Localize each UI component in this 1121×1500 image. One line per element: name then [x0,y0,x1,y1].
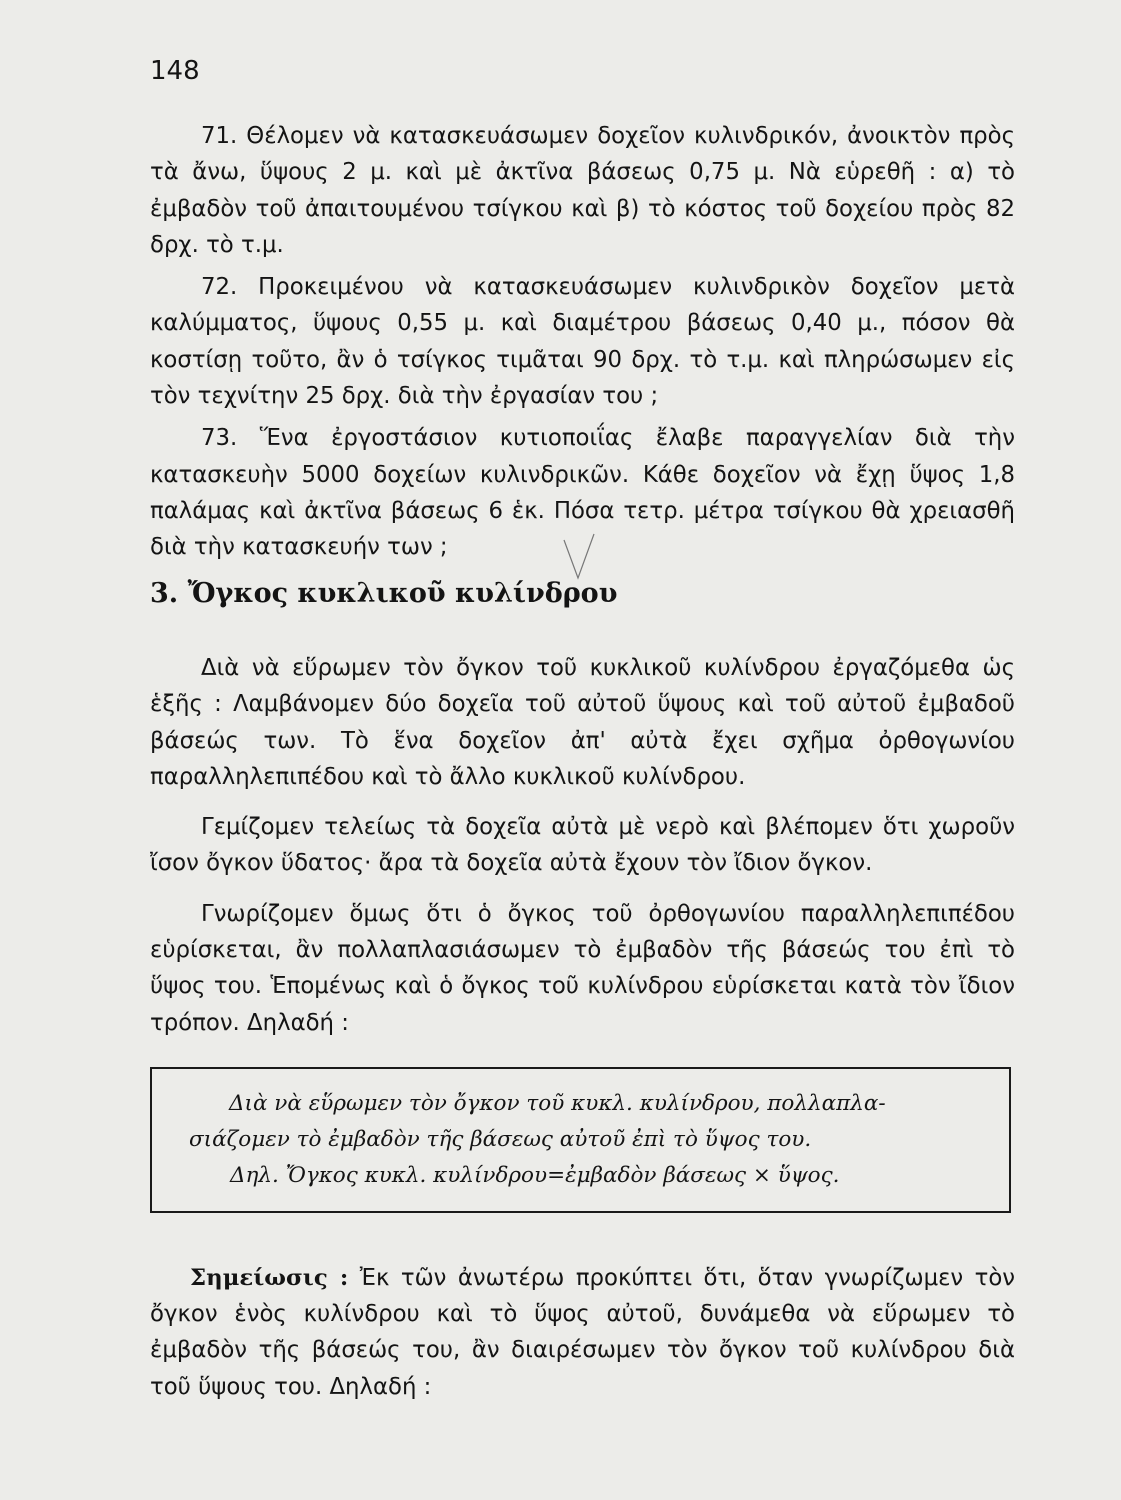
section-body [150,650,1015,1055]
exercise-list [150,118,1015,572]
exercise-73: 73. Ἕνα ἐργοστάσιον κυτιοποιΐας ἔλαβε παραγγελίαν διὰ τὴν κατασκευὴν 5000 δοχείων κυλινδρικῶν. Κάθε δοχεῖον νὰ ἔχῃ ὕψος 1,8 παλάμας καὶ ἀκτῖνα βάσεως 6 ἑκ. Πόσα τετρ. μέτρα τσίγκου θὰ χρειασθῆ διὰ τὴν κατασκευήν των ; [150,425,1015,561]
pencil-check-mark [560,532,600,582]
page-number: 148 [150,56,200,86]
paragraph-3: Γνωρίζομεν ὅμως ὅτι ὁ ὄγκος τοῦ ὀρθογωνίου παραλληλεπιπέδου εὑρίσκεται, ἂν πολλαπλασιάσωμεν τὸ ἐμβαδὸν τῆς βάσεώς του ἐπὶ τὸ ὕψος του. Ἑπομένως καὶ ὁ ὄγκος τοῦ κυλίνδρου εὑρίσκεται κατὰ τὸν ἴδιον τρόπον. Δηλαδή : [150,900,1015,1036]
paragraph-1: Διὰ νὰ εὕρωμεν τὸν ὄγκον τοῦ κυκλικοῦ κυλίνδρου ἐργαζόμεθα ὡς ἑξῆς : Λαμβάνομεν δύο δοχεῖα τοῦ αὐτοῦ ὕψους καὶ τοῦ αὐτοῦ ἐμβαδοῦ βάσεώς των. Τὸ ἕνα δοχεῖον ἀπ' αὐτὰ ἔχει σχῆμα ὀρθογωνίου παραλληλεπιπέδου καὶ τὸ ἄλλο κυκλικοῦ κυλίνδρου. [150,655,1015,790]
note-paragraph [150,1260,1015,1405]
section-title: 3. Ὄγκος κυκλικοῦ κυλίνδρου [150,578,618,609]
rule-box [150,1067,1011,1213]
note-label: Σημείωσις : [190,1264,349,1291]
rule-formula: Δηλ. Ὄγκος κυκλ. κυλίνδρου=ἐμβαδὸν βάσεως × ὕψος. [230,1163,840,1188]
exercise-71: 71. Θέλομεν νὰ κατασκευάσωμεν δοχεῖον κυλινδρικόν, ἀνοικτὸν πρὸς τὰ ἄνω, ὕψους 2 μ. καὶ μὲ ἀκτῖνα βάσεως 0,75 μ. Νὰ εὑρεθῆ : α) τὸ ἐμβαδὸν τοῦ ἀπαιτουμένου τσίγκου καὶ β) τὸ κόστος τοῦ δοχείου πρὸς 82 δρχ. τὸ τ.μ. [150,123,1015,258]
exercise-72: 72. Προκειμένου νὰ κατασκευάσωμεν κυλινδρικὸν δοχεῖον μετὰ καλύμματος, ὕψους 0,55 μ. καὶ διαμέτρου βάσεως 0,40 μ., πόσον θὰ κοστίσῃ τοῦτο, ἂν ὁ τσίγκος τιμᾶται 90 δρχ. τὸ τ.μ. καὶ πληρώσωμεν εἰς τὸν τεχνίτην 25 δρχ. διὰ τὴν ἐργασίαν του ; [150,274,1015,410]
note-text: Ἐκ τῶν ἀνωτέρω προκύπτει ὅτι, ὅταν γνωρίζωμεν τὸν ὄγκον ἑνὸς κυλίνδρου καὶ τὸ ὕψος αὐτοῦ, δυνάμεθα νὰ εὕρωμεν τὸ ἐμβαδὸν τῆς βάσεώς του, ἂν διαιρέσωμεν τὸν ὄγκον τοῦ κυλίνδρου διὰ τοῦ ὕψους του. Δηλαδή : [150,1264,1016,1400]
rule-line-2: σιάζομεν τὸ ἐμβαδὸν τῆς βάσεως αὐτοῦ ἐπὶ τὸ ὕψος του. [189,1127,812,1152]
rule-line-1: Διὰ νὰ εὕρωμεν τὸν ὄγκον τοῦ κυκλ. κυλίνδρου, πολλαπλα- [229,1091,886,1116]
paragraph-2: Γεμίζομεν τελείως τὰ δοχεῖα αὐτὰ μὲ νερὸ καὶ βλέπομεν ὅτι χωροῦν ἴσον ὄγκον ὕδατος· ἄρα τὰ δοχεῖα αὐτὰ ἔχουν τὸν ἴδιον ὄγκον. [150,814,1015,877]
